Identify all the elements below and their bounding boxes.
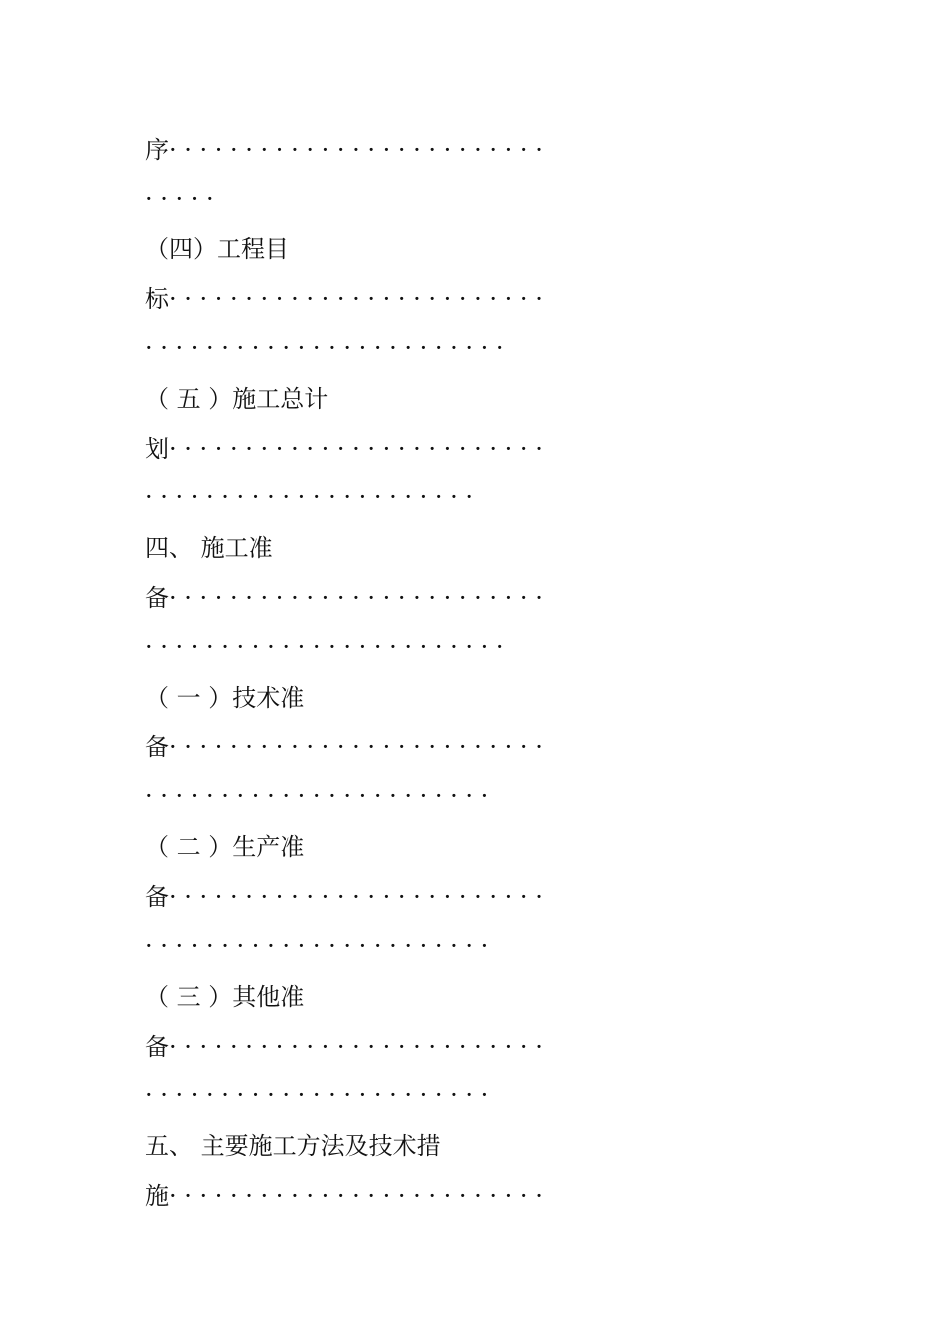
toc-line: [145, 581, 805, 615]
dot-leader-continuation: · · · · ·: [145, 185, 214, 213]
toc-entry-lead: 划: [145, 435, 169, 463]
dot-leader-continuation: · · · · · · · · · · · · · · · · · · · · · · · ·: [145, 334, 504, 362]
toc-section-title: （四）工程目: [145, 235, 289, 263]
toc-line: [145, 1179, 805, 1213]
dot-leader: · · · · · · · · · · · · · · · · · · · · · · · · ·: [169, 1182, 543, 1210]
toc-line: [145, 730, 805, 764]
toc-section-title: （ 三 ）其他准: [145, 983, 305, 1011]
dot-leader-continuation: · · · · · · · · · · · · · · · · · · · · · · ·: [145, 782, 489, 810]
toc-section-title: （ 一 ）技术准: [145, 684, 305, 712]
toc-line: [145, 1030, 805, 1064]
dot-leader-continuation: · · · · · · · · · · · · · · · · · · · · · · ·: [145, 1081, 489, 1109]
dot-leader: · · · · · · · · · · · · · · · · · · · · · · · · ·: [169, 285, 543, 313]
dot-leader: · · · · · · · · · · · · · · · · · · · · · · · · ·: [169, 883, 543, 911]
toc-entry-lead: 备: [145, 883, 169, 911]
dot-leader-continuation: · · · · · · · · · · · · · · · · · · · · · · ·: [145, 932, 489, 960]
dot-leader: · · · · · · · · · · · · · · · · · · · · · · · · ·: [169, 1033, 543, 1061]
toc-entry-lead: 备: [145, 1033, 169, 1061]
toc-entry-lead: 施: [145, 1182, 169, 1210]
dot-leader: · · · · · · · · · · · · · · · · · · · · · · · · ·: [169, 136, 543, 164]
toc-chapter-title: 四、 施工准: [145, 534, 273, 562]
toc-entry-lead: 序: [145, 136, 169, 164]
toc-section-title: （ 二 ）生产准: [145, 833, 305, 861]
dot-leader: · · · · · · · · · · · · · · · · · · · · · · · · ·: [169, 733, 543, 761]
dot-leader-continuation: · · · · · · · · · · · · · · · · · · · · · · · ·: [145, 633, 504, 661]
toc-line: [145, 282, 805, 316]
dot-leader: · · · · · · · · · · · · · · · · · · · · · · · · ·: [169, 584, 543, 612]
toc-entry-lead: 备: [145, 733, 169, 761]
toc-line: [145, 133, 805, 167]
dot-leader-continuation: · · · · · · · · · · · · · · · · · · · · · ·: [145, 483, 474, 511]
toc-entry-lead: 标: [145, 285, 169, 313]
toc-section-title: （ 五 ）施工总计: [145, 385, 329, 413]
dot-leader: · · · · · · · · · · · · · · · · · · · · · · · · ·: [169, 435, 543, 463]
toc-line: [145, 880, 805, 914]
toc-entry-lead: 备: [145, 584, 169, 612]
toc-line: [145, 432, 805, 466]
toc-chapter-title: 五、 主要施工方法及技术措: [145, 1132, 441, 1160]
